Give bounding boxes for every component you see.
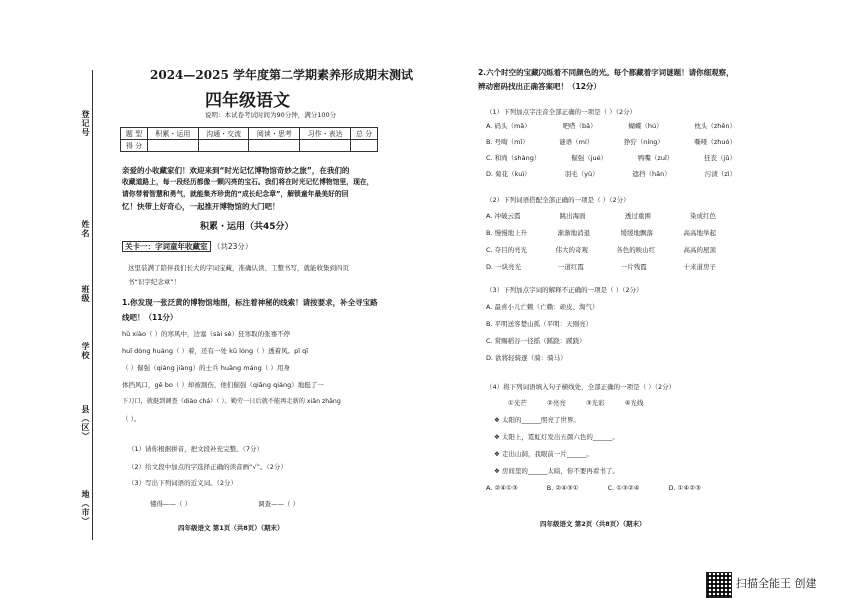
score-cell: 阅读・思考 <box>249 128 300 140</box>
intro-line: 忆！快带上好奇心，一起推开博物馆的大门吧！ <box>122 202 280 211</box>
score-table-header <box>121 128 378 140</box>
subsection-score: （共23分） <box>212 242 253 251</box>
option-row[interactable]: B. 慢慢地上升 渐渐地消退 缓缓地飘落 高高地举起 <box>486 229 716 237</box>
score-row-label: 得 分 <box>121 140 148 152</box>
option-row[interactable]: A. 冲破云霞 跳出海面 透过重围 染成红色 <box>486 212 716 220</box>
qr-code-icon <box>706 572 732 598</box>
option-row[interactable]: D. 菊花（kuì） 羽毛（yǔ） 遮挡（hān） 污渍（zì） <box>486 170 736 178</box>
margin-label-county: 县（区） <box>81 405 90 441</box>
word: ②亮亮 <box>546 399 566 407</box>
q2-2-stem: （2）下列词语搭配全部正确的一项是（ ）（2分） <box>486 196 630 204</box>
sentence: ❖ 走出山洞，我眼前一片______。 <box>494 450 593 458</box>
score-cell: 积累・运用 <box>147 128 198 140</box>
q1-pinyin-line: hū xiào（ ）的寒风中，边塞（sài sè）狂寒取的张骞不停 <box>122 330 291 338</box>
option-row[interactable]: B. 号啕（mǐ） 谜语（mí） 狰狞（níng） 嘶哑（zhuó） <box>486 138 736 146</box>
sentence: ❖ 太阳上，霓虹灯发出五颜六色的______。 <box>494 433 619 441</box>
question-2-head <box>478 68 734 91</box>
intro-line: 收藏道路上，每一段经历都像一颗闪亮的宝石。我们将在时光记忆博物馆里，现在， <box>122 178 374 186</box>
exam-subject: 四年级语文 <box>205 91 290 111</box>
question-1 <box>122 298 378 423</box>
q1-line: 线吧！（11分） <box>122 313 178 322</box>
q1-pinyin-line: 下刀口，就挺到调查（diào chá）（ ）。勤劳一日后就不能再走新的 xiǎn zhāng <box>122 398 341 405</box>
option-row[interactable]: C. 夺目的亮光 伟大的奇观 各色的映山红 高高的屋顶 <box>486 246 716 254</box>
intro-line: 亲爱的小收藏家们！欢迎来到“时光记忆博物馆奇妙之旅”，在我们的 <box>122 166 350 175</box>
score-input-cell[interactable] <box>300 140 351 152</box>
answer-option: D. ①④②③ <box>668 484 701 492</box>
subsection-badge: 关卡一：字词童年收藏室 <box>122 241 211 252</box>
q1-subquestions <box>128 445 287 487</box>
margin-line <box>92 70 94 540</box>
margin-label-register: 登记号 <box>81 110 90 137</box>
option-row[interactable]: A. 码头（mǎ） 吧嗒（bā） 蝴蝶（hú） 枕头（zhěn） <box>486 122 736 130</box>
q2-2 <box>486 196 716 271</box>
score-cell: 题 型 <box>121 128 148 140</box>
score-input-cell[interactable] <box>147 140 198 152</box>
q2-3 <box>486 286 643 362</box>
q2-1 <box>486 108 736 178</box>
sub-intro <box>128 264 349 286</box>
option-row[interactable]: C. 和尚（shàng） 倔强（jué） 鸭嘴（zuǐ） 狂丧（jǔ） <box>486 154 736 162</box>
word: ③光彩 <box>585 399 605 407</box>
q1-sub: （3）写出下列词语的近义词。（2分） <box>128 479 238 487</box>
answer-row[interactable] <box>486 484 701 492</box>
sentence: ❖ 房间里的______太暗，你不要再看书了。 <box>494 467 619 475</box>
option[interactable]: C. 赏赐稻谷一径摇（蹊跷：蹊跷） <box>486 337 586 345</box>
score-cell: 习作・表达 <box>300 128 351 140</box>
q2-4 <box>486 383 701 492</box>
q1-pinyin-line: 体挡风口，gē bo（ ）却被割伤，他们倔强（qiǎng qiáng）地挺了一 <box>122 381 324 389</box>
option-row[interactable]: D. 一块亮光 一道红霞 一片残霞 十来道房子 <box>486 263 716 271</box>
q2-4-stem: （4）将下列词语填入句子横线处，全部正确的一项是（ ）（2分） <box>486 383 676 391</box>
intro-line: 请你带着智慧和勇气，就能集齐珍贵的“成长纪念章”，解锁童年最美好的回 <box>122 190 349 198</box>
section-heading: 积累・运用（共45分） <box>200 222 294 232</box>
answer-option: A. ②④①③ <box>486 484 518 492</box>
margin-label-city: 地（市） <box>81 490 90 526</box>
page-footer-left: 四年级语文 第1页（共8页）（期末） <box>178 524 284 532</box>
word-bank <box>508 399 701 407</box>
q1-sub: （1）请你根据拼音，把文段补充完整。（7分） <box>128 445 264 453</box>
sentence: ❖ 太阳的______照亮了世界。 <box>494 416 580 424</box>
score-input-cell[interactable] <box>351 140 378 152</box>
word: ④光线 <box>624 399 644 407</box>
score-table-row <box>121 140 378 152</box>
score-cell: 沟通・交流 <box>198 128 249 140</box>
q1-line: 1.你发现一张泛黄的博物馆地图，标注着神秘的线索！请按要求，补全寻宝路 <box>122 298 378 307</box>
score-input-cell[interactable] <box>249 140 300 152</box>
sub-intro-line: 这里装满了陪伴我们长大的字词宝藏，准确认读、工整书写，就能收集到四页 <box>128 264 349 272</box>
answer-option: B. ②④③① <box>546 484 579 492</box>
q1-pinyin-line: （ ）。 <box>122 415 141 423</box>
sub-intro-line: 书“识字纪念章”！ <box>128 278 181 286</box>
binding-margin <box>50 70 100 540</box>
score-table <box>120 127 378 152</box>
q2-head-line: 2.六个时空的宝藏闪烁着不同颜色的光。每个都藏着字词谜题！请你细观察， <box>478 68 734 77</box>
page-footer-right: 四年级语文 第2页（共8页）（期末） <box>540 520 646 528</box>
option[interactable]: D. 欲将轻骑逐（骑：骑马） <box>486 354 567 362</box>
exam-note: 说明：本试卷考试时间为90分钟，满分100分 <box>205 111 337 119</box>
q1-pinyin-line: （ ）倔强（qiáng jiàng）的士兵 huāng máng（ ）用身 <box>122 364 290 372</box>
q1-fill-2[interactable]: 调查——（ ） <box>258 500 300 508</box>
q2-3-stem: （3）下列加点字词的解释不正确的一项是（ ）（2分） <box>486 286 643 294</box>
answer-option: C. ①③②④ <box>607 484 640 492</box>
option[interactable]: B. 平明送客楚山孤（平明：天刚亮） <box>486 320 593 328</box>
margin-label-class: 班级 <box>81 285 90 303</box>
intro-paragraph <box>122 166 373 211</box>
q1-sub: （2）给文段中加点的字选择正确的读音画“√”。（2分） <box>128 463 287 471</box>
score-input-cell[interactable] <box>198 140 249 152</box>
exam-title: 2024—2025 学年度第二学期素养形成期末测试 <box>150 68 413 82</box>
q2-1-stem: （1）下列加点字注音全部正确的一项是（ ）（2分） <box>486 108 637 116</box>
q1-fill-1[interactable]: 懂得——（ ） <box>150 500 192 508</box>
scanner-watermark: 扫描全能王 创建 <box>736 577 817 590</box>
option[interactable]: A. 最喜小儿亡赖（亡赖：顽皮、淘气） <box>486 303 599 311</box>
score-cell: 总 分 <box>351 128 378 140</box>
margin-label-school: 学校 <box>81 342 90 360</box>
margin-label-name: 姓名 <box>81 220 90 238</box>
q1-pinyin-line: huī dòng huáng（ ）着，还有一处 kū lóng（ ）透着风。pī qī <box>122 347 309 355</box>
word: ①光芒 <box>508 399 527 407</box>
subsection-heading <box>122 242 252 251</box>
q2-head-line: 辨动密码找出正确答案吧！（12分） <box>478 82 601 91</box>
